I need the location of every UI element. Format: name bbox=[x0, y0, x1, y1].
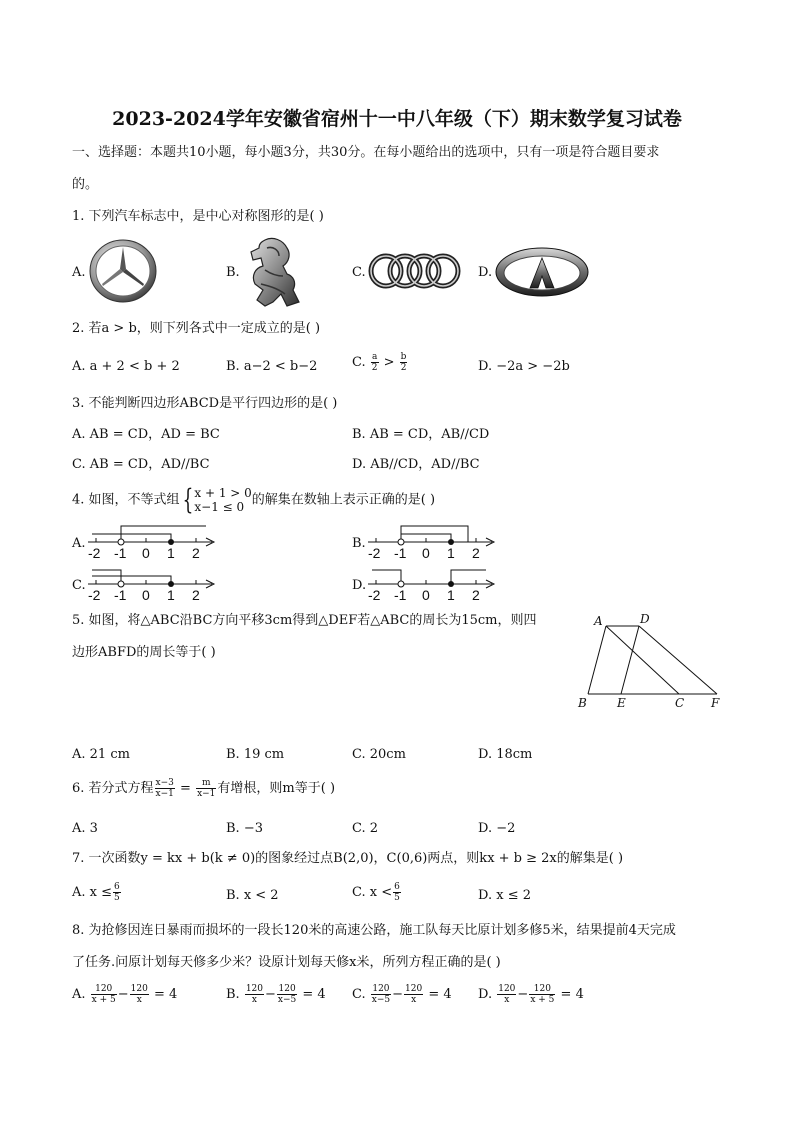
tick-label: 0 bbox=[422, 587, 430, 603]
tick-label: 2 bbox=[192, 545, 200, 561]
figure-point-labels bbox=[576, 614, 726, 712]
q3-option-c: C. AB = CD，AD//BC bbox=[72, 457, 210, 472]
tick-label: 0 bbox=[142, 545, 150, 561]
q2-stem: 2. 若a > b，则下列各式中一定成立的是( ) bbox=[72, 321, 321, 336]
q7-option-a bbox=[72, 882, 122, 903]
q6-option-a: A. 3 bbox=[72, 821, 98, 836]
q2-gt: > bbox=[379, 355, 399, 370]
q5-option-c: C. 20cm bbox=[352, 747, 406, 762]
q3-option-d: D. AB//CD，AD//BC bbox=[352, 457, 480, 472]
q8-option-c-label: C. bbox=[352, 987, 366, 1002]
q2-frac-den-b: 2 bbox=[400, 363, 407, 373]
section-heading-line2: 的。 bbox=[72, 177, 99, 192]
q8-stem-line1: 8. 为抢修因连日暴雨而损坏的一段长120米的高速公路，施工队每天比原计划多修5米，结果提前4天完成 bbox=[72, 923, 676, 938]
frac bbox=[404, 984, 423, 1005]
q8-option-d: D. $\frac{120}{x}$ − $\frac{120}{x + 5}$ = 4 bbox=[478, 984, 584, 1005]
q7-option-a-text: A. x ≤ bbox=[72, 885, 113, 900]
q3-option-a: A. AB = CD，AD = BC bbox=[72, 427, 220, 442]
q6-equals: = bbox=[175, 781, 196, 796]
point-label-a: A bbox=[594, 614, 603, 628]
point-label-e: E bbox=[617, 696, 626, 710]
frac-num: 120 bbox=[278, 984, 296, 994]
q2-frac-b-half bbox=[400, 352, 408, 373]
frac-den: x−5 bbox=[277, 995, 297, 1005]
q7-option-d: D. x ≤ 2 bbox=[478, 888, 531, 903]
tick-label: 1 bbox=[447, 545, 455, 561]
frac bbox=[91, 984, 117, 1005]
q2-frac-a-half bbox=[371, 352, 379, 373]
q1-option-d-label: D. bbox=[478, 265, 493, 280]
q6-option-d: D. −2 bbox=[478, 821, 516, 836]
infiniti-logo-icon bbox=[494, 246, 590, 298]
q2-option-d: D. −2a > −2b bbox=[478, 359, 570, 374]
frac-den: x−5 bbox=[371, 995, 391, 1005]
q4-stem-pre: 4. 如图，不等式组 bbox=[72, 492, 180, 508]
audi-rings-logo-icon bbox=[368, 252, 462, 290]
page-title: 2023-2024学年安徽省宿州十一中八年级（下）期末数学复习试卷 bbox=[112, 108, 682, 130]
q7-stem: 7. 一次函数y = kx + b(k ≠ 0)的图象经过点B(2,0)，C(0,6)两点，则kx + b ≥ 2x的解集是( ) bbox=[72, 851, 624, 866]
q8-option-b: B. $\frac{120}{x}$ − $\frac{120}{x-5}$ = 4 bbox=[226, 984, 326, 1005]
equals-value: = 4 bbox=[149, 987, 178, 1002]
brace-glyph: { bbox=[182, 483, 193, 516]
tick-label: -2 bbox=[368, 587, 381, 603]
frac-num: 120 bbox=[245, 984, 264, 994]
tick-label: 2 bbox=[472, 545, 480, 561]
frac-den: x + 5 bbox=[530, 995, 555, 1005]
q2-option-a: A. a + 2 < b + 2 bbox=[72, 359, 180, 374]
frac-num: 120 bbox=[405, 984, 423, 994]
inequality-2: x−1 ≤ 0 bbox=[194, 500, 245, 514]
q5-stem-line2: 边形ABFD的周长等于( ) bbox=[72, 645, 216, 660]
q8-option-b-label: B. bbox=[226, 987, 240, 1002]
frac-den: 5 bbox=[394, 893, 400, 903]
frac-num: 120 bbox=[529, 984, 555, 995]
q5-stem-line1: 5. 如图，将△ABC沿BC方向平移3cm得到△DEF若△ABC的周长为15cm，则四 bbox=[72, 613, 537, 628]
tick-label: -2 bbox=[368, 545, 381, 561]
frac-num: 6 bbox=[394, 882, 400, 892]
q6-stem-pre: 6. 若分式方程 bbox=[72, 781, 154, 796]
q1-stem: 1. 下列汽车标志中，是中心对称图形的是( ) bbox=[72, 209, 324, 224]
q6-option-b: B. −3 bbox=[226, 821, 263, 836]
q7-option-a-frac bbox=[113, 882, 121, 903]
q1-option-b-label: B. bbox=[226, 265, 240, 280]
tick-label: 1 bbox=[167, 545, 175, 561]
q7-option-c-text: C. x < bbox=[352, 885, 393, 900]
q6-stem-post: 有增根，则m等于( ) bbox=[217, 781, 336, 796]
peugeot-lion-logo-icon bbox=[243, 236, 303, 308]
frac-den: 5 bbox=[114, 893, 120, 903]
q4-stem bbox=[72, 483, 436, 516]
q1-option-c-label: C. bbox=[352, 265, 366, 280]
q3-stem: 3. 不能判断四边形ABCD是平行四边形的是( ) bbox=[72, 396, 338, 411]
q6-frac-2-den: x−1 bbox=[197, 789, 216, 799]
q6-frac-2 bbox=[196, 778, 216, 799]
inequality-system bbox=[194, 486, 251, 514]
frac-num: 120 bbox=[498, 984, 516, 994]
point-label-d: D bbox=[640, 612, 650, 626]
point-label-b: B bbox=[578, 696, 587, 710]
inequality-1: x + 1 > 0 bbox=[194, 486, 252, 500]
q7-option-c-frac bbox=[393, 882, 401, 903]
tick-label: -1 bbox=[114, 587, 127, 603]
q8-option-a-label: A. bbox=[72, 987, 86, 1002]
q4-stem-post: 的解集在数轴上表示正确的是( ) bbox=[251, 492, 436, 508]
point-label-c: C bbox=[675, 696, 685, 710]
mercedes-benz-logo-icon bbox=[88, 238, 158, 304]
tick-label: 2 bbox=[472, 587, 480, 603]
q3-option-b: B. AB = CD，AB//CD bbox=[352, 427, 490, 442]
tick-label: 2 bbox=[192, 587, 200, 603]
q2-option-c bbox=[352, 352, 408, 373]
q6-frac-1-den: x−1 bbox=[155, 789, 174, 799]
frac-den: x bbox=[251, 995, 257, 1005]
tick-label: 1 bbox=[447, 587, 455, 603]
frac bbox=[277, 984, 297, 1005]
q2-option-b: B. a−2 < b−2 bbox=[226, 359, 318, 374]
tick-label: -2 bbox=[88, 587, 101, 603]
q4-option-a-label: A. bbox=[72, 536, 86, 551]
q2-option-c-label: C. bbox=[352, 355, 366, 370]
q8-option-c: C. $\frac{120}{x-5}$ − $\frac{120}{x}$ = 4 bbox=[352, 984, 452, 1005]
frac-den: x bbox=[504, 995, 510, 1005]
tick-label: -1 bbox=[114, 545, 127, 561]
tick-label: 1 bbox=[167, 587, 175, 603]
q8-option-a: A. $\frac{120}{x + 5}$ − $\frac{120}{x}$ = 4 bbox=[72, 984, 178, 1005]
q8-option-d-label: D. bbox=[478, 987, 493, 1002]
q2-frac-num-b: b bbox=[400, 352, 407, 362]
frac-den: x bbox=[136, 995, 142, 1005]
frac bbox=[497, 984, 516, 1005]
tick-label: -1 bbox=[394, 587, 407, 603]
equals-value: = 4 bbox=[424, 987, 452, 1002]
point-label-f: F bbox=[711, 696, 720, 710]
q4-option-b-label: B. bbox=[352, 536, 366, 551]
section-heading-line1: 一、选择题：本题共10小题，每小题3分，共30分。在每小题给出的选项中，只有一项是符合题目要求 bbox=[72, 145, 660, 160]
frac-num: 120 bbox=[372, 984, 390, 994]
q5-option-a: A. 21 cm bbox=[72, 747, 130, 762]
q5-option-b: B. 19 cm bbox=[226, 747, 285, 762]
frac bbox=[245, 984, 264, 1005]
frac-den: x + 5 bbox=[91, 995, 116, 1005]
q7-option-c bbox=[352, 882, 402, 903]
equals-value: = 4 bbox=[556, 987, 584, 1002]
tick-label: -2 bbox=[88, 545, 101, 561]
q6-option-c: C. 2 bbox=[352, 821, 379, 836]
tick-label: -1 bbox=[394, 545, 407, 561]
q4-option-d-label: D. bbox=[352, 578, 367, 593]
tick-label: 0 bbox=[142, 587, 150, 603]
frac bbox=[130, 984, 149, 1005]
q2-frac-den: 2 bbox=[371, 363, 378, 373]
q7-option-b: B. x < 2 bbox=[226, 888, 279, 903]
q6-frac-1 bbox=[155, 778, 175, 799]
frac bbox=[371, 984, 391, 1005]
equals-value: = 4 bbox=[298, 987, 326, 1002]
frac-num: 120 bbox=[91, 984, 117, 995]
q1-option-a-label: A. bbox=[72, 265, 86, 280]
q8-stem-line2: 了任务.问原计划每天修多少米？设原计划每天修x米，所列方程正确的是( ) bbox=[72, 955, 501, 970]
frac-num: 120 bbox=[130, 984, 148, 994]
q6-frac-2-num: m bbox=[196, 778, 216, 789]
q2-frac-num: a bbox=[371, 352, 378, 362]
q5-option-d: D. 18cm bbox=[478, 747, 533, 762]
q4-option-c-label: C. bbox=[72, 578, 86, 593]
tick-label: 0 bbox=[422, 545, 430, 561]
q6-stem bbox=[72, 778, 335, 799]
frac bbox=[529, 984, 555, 1005]
frac-num: 6 bbox=[114, 882, 120, 892]
frac-den: x bbox=[411, 995, 417, 1005]
q6-frac-1-num: x−3 bbox=[155, 778, 174, 788]
